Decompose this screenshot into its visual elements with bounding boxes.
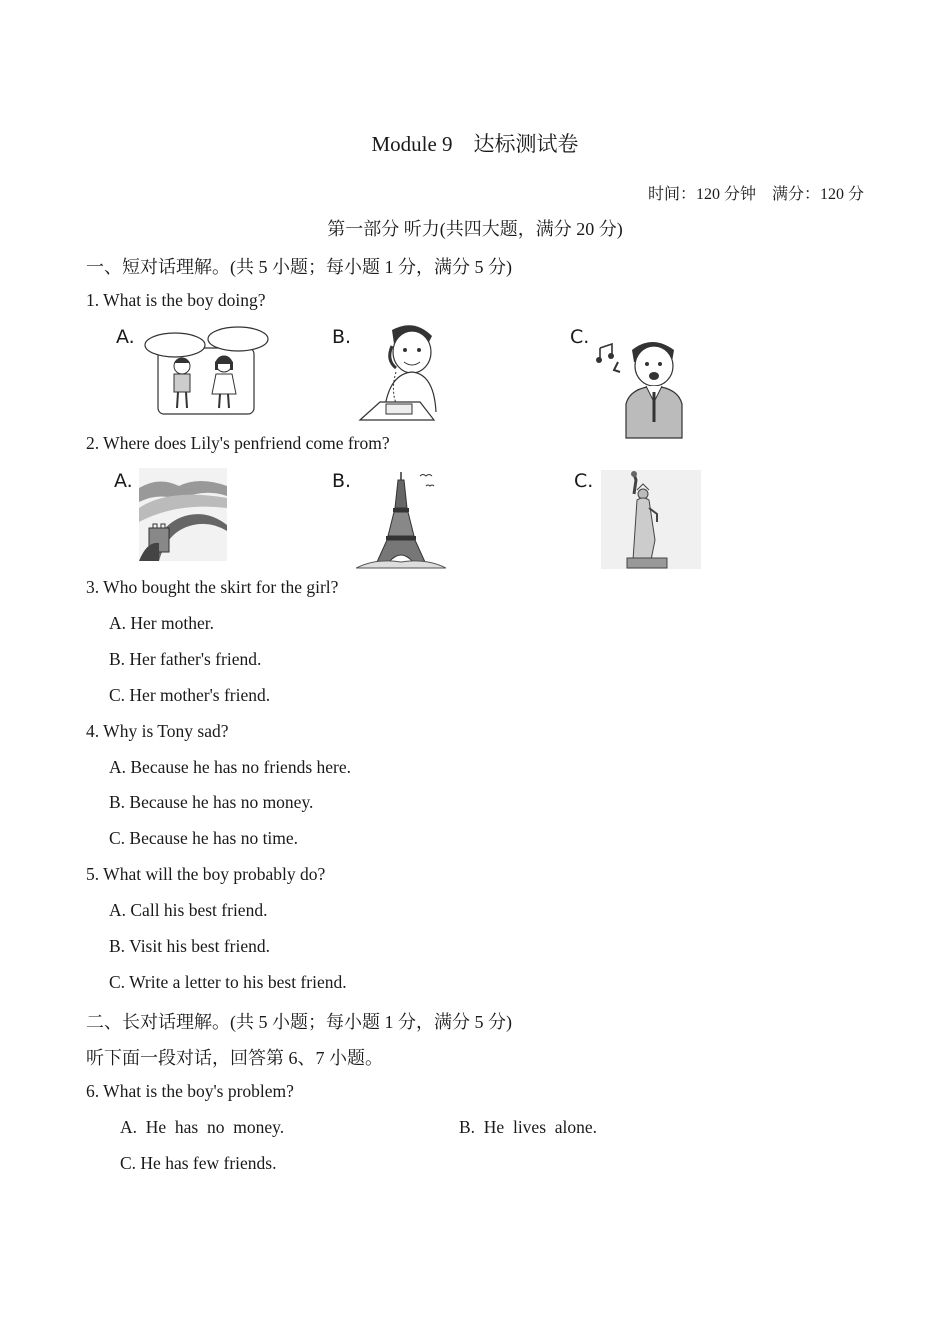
q4-option-c: C. Because he has no time.	[109, 828, 299, 848]
q1-label-b: B.	[332, 326, 352, 348]
q4-option-b: B. Because he has no money.	[109, 792, 314, 812]
listening-instruction: 听下面一段对话，回答第 6、7 小题。	[86, 1048, 383, 1068]
great-wall-icon	[139, 468, 227, 561]
page-title: Module 9 达标测试卷	[371, 132, 579, 156]
q6-option-b: B. He lives alone.	[459, 1117, 598, 1137]
two-children-talking-icon	[144, 326, 270, 418]
question-4: 4. Why is Tony sad?	[86, 721, 229, 741]
q1-label-a: A.	[116, 326, 135, 348]
q5-option-c: C. Write a letter to his best friend.	[109, 972, 347, 992]
q2-label-c: C.	[574, 470, 594, 492]
question-5: 5. What will the boy probably do?	[86, 864, 326, 884]
q3-option-a: A. Her mother.	[109, 613, 214, 633]
q3-option-c: C. Her mother's friend.	[109, 685, 271, 705]
q2-label-b: B.	[332, 470, 352, 492]
question-2: 2. Where does Lily's penfriend come from?	[86, 433, 390, 453]
q6-option-a: A. He has no money.	[120, 1117, 285, 1137]
question-1: 1. What is the boy doing?	[86, 290, 266, 310]
question-6: 6. What is the boy's problem?	[86, 1081, 294, 1101]
eiffel-tower-icon	[356, 470, 446, 570]
question-3: 3. Who bought the skirt for the girl?	[86, 577, 339, 597]
q5-option-a: A. Call his best friend.	[109, 900, 268, 920]
q2-label-a: A.	[114, 470, 133, 492]
boy-singing-icon	[596, 326, 706, 440]
exam-meta: 时间：120 分钟 满分：120 分	[647, 186, 864, 203]
part-heading: 第一部分 听力(共四大题，满分 20 分)	[327, 219, 623, 239]
q1-label-c: C.	[570, 326, 590, 348]
statue-of-liberty-icon	[601, 470, 701, 569]
boy-on-telephone-icon	[356, 322, 448, 426]
q3-option-b: B. Her father's friend.	[109, 649, 262, 669]
q4-option-a: A. Because he has no friends here.	[109, 757, 351, 777]
q6-option-c: C. He has few friends.	[120, 1153, 277, 1173]
section-heading-1: 一、短对话理解。(共 5 小题；每小题 1 分，满分 5 分)	[86, 257, 512, 277]
q5-option-b: B. Visit his best friend.	[109, 936, 270, 956]
section-heading-2: 二、长对话理解。(共 5 小题；每小题 1 分，满分 5 分)	[86, 1012, 512, 1032]
